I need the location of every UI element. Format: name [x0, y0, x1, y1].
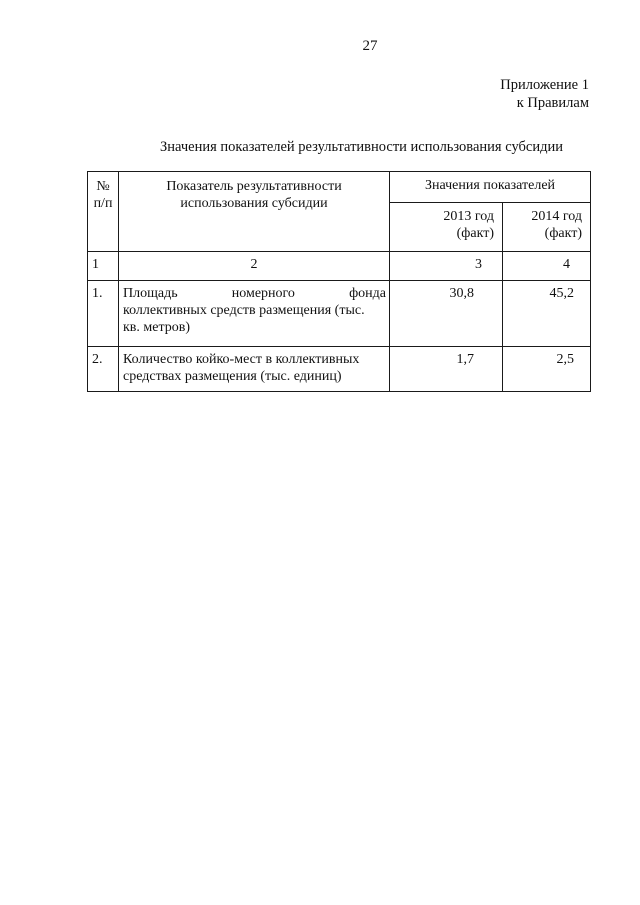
- row-indicator-line-2: средствах размещения (тыс. единиц): [123, 369, 342, 384]
- header-num-abbr: п/п: [93, 196, 113, 211]
- column-index-2: 2: [119, 252, 390, 281]
- row-indicator-line-2: коллективных средств размещения (тыс.: [123, 303, 365, 318]
- appendix-note: [500, 76, 589, 112]
- header-year-2014: [503, 203, 591, 252]
- header-year-2014-note: (факт): [544, 226, 583, 241]
- header-indicator-line-2: использования субсидии: [180, 196, 328, 211]
- page-number: 27: [362, 38, 378, 54]
- header-num-cell: [88, 172, 119, 252]
- row-value-2013: 1,7: [390, 347, 503, 392]
- row-indicator: [119, 347, 390, 392]
- column-index-4: 4: [503, 252, 591, 281]
- column-index-3: 3: [390, 252, 503, 281]
- row-indicator-line-1: [123, 285, 386, 302]
- table-header-row: [88, 172, 591, 203]
- document-title: Значения показателей результативности использования субсидии: [160, 139, 563, 155]
- row-indicator-word: номерного: [231, 286, 295, 301]
- row-number: 1.: [88, 281, 119, 347]
- column-index-row: [88, 252, 591, 281]
- header-indicator-line-1: Показатель результативности: [166, 179, 342, 194]
- row-value-2014: 45,2: [503, 281, 591, 347]
- header-indicator-cell: [119, 172, 390, 252]
- header-year-2013: [390, 203, 503, 252]
- indicators-table: [87, 171, 591, 392]
- header-year-2014-label: 2014 год: [531, 209, 583, 224]
- table-row: [88, 347, 591, 392]
- header-year-2013-label: 2013 год: [443, 209, 494, 224]
- row-indicator-word: фонда: [349, 286, 386, 301]
- table-row: [88, 281, 591, 347]
- header-num-symbol: №: [96, 179, 110, 194]
- row-indicator: [119, 281, 390, 347]
- row-value-2014: 2,5: [503, 347, 591, 392]
- appendix-line-2: к Правилам: [516, 95, 589, 111]
- header-year-2013-note: (факт): [456, 226, 494, 241]
- column-index-1: 1: [88, 252, 119, 281]
- header-values-group: Значения показателей: [390, 172, 591, 203]
- row-indicator-line-1: Количество койко-мест в коллективных: [123, 352, 360, 367]
- row-indicator-word: Площадь: [123, 286, 178, 301]
- appendix-line-1: Приложение 1: [500, 77, 589, 93]
- row-number: 2.: [88, 347, 119, 392]
- row-value-2013: 30,8: [390, 281, 503, 347]
- row-indicator-line-3: кв. метров): [123, 320, 191, 335]
